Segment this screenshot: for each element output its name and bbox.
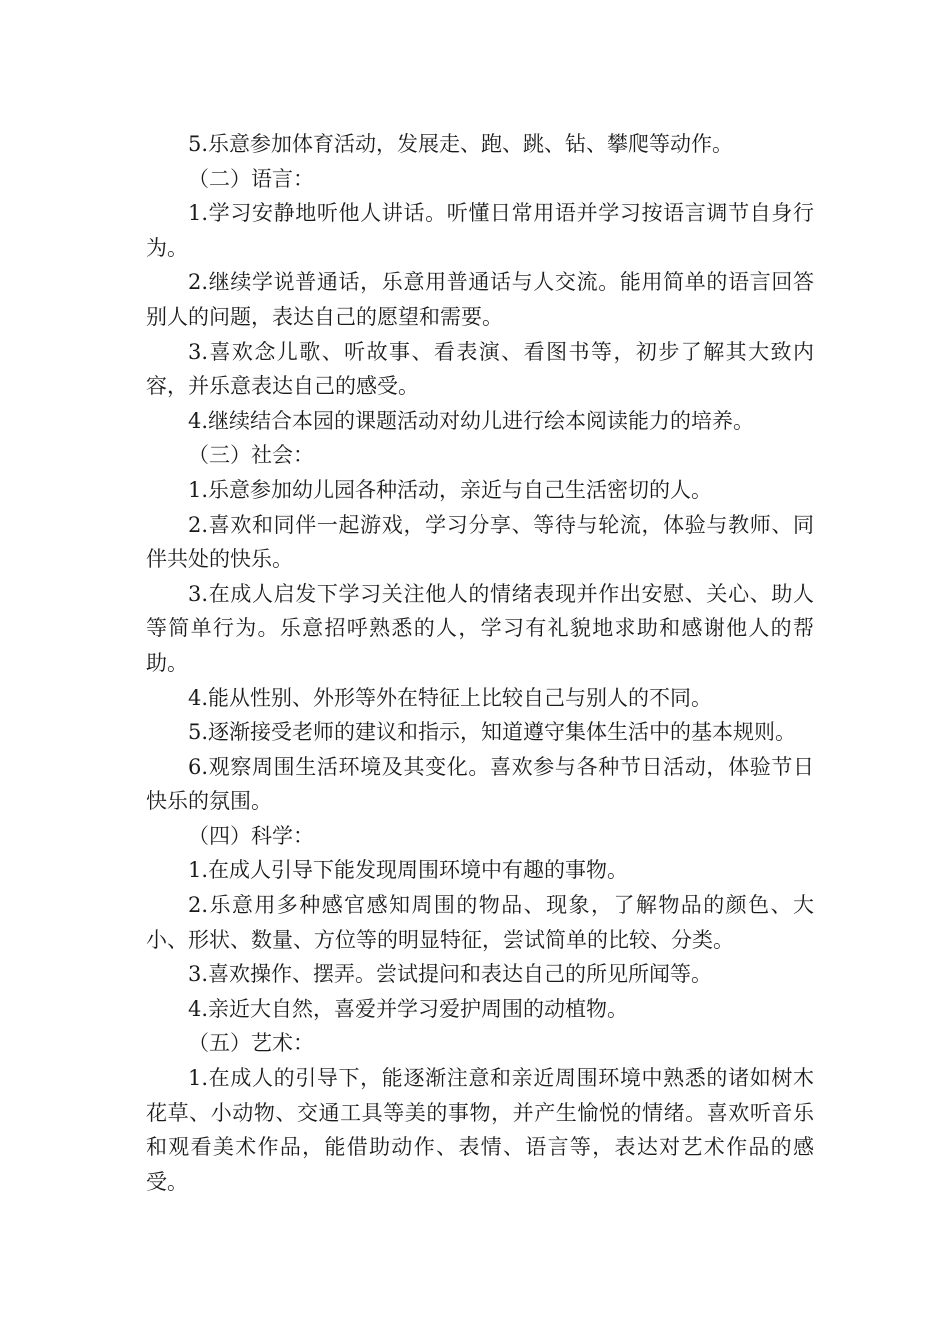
paragraph-society-2: 2.喜欢和同伴一起游戏，学习分享、等待与轮流，体验与教师、同伴共处的快乐。 — [146, 512, 814, 572]
section-heading-society: （三）社会： — [188, 443, 314, 468]
paragraph-society-4: 4.能从性别、外形等外在特征上比较自己与别人的不同。 — [188, 685, 713, 710]
paragraph-art-1: 1.在成人的引导下，能逐渐注意和亲近周围环境中熟悉的诸如树木花草、小动物、交通工具等美的事物，并产生愉悦的情绪。喜欢听音乐和观看美术作品，能借助动作、表情、语言等，表达对艺术作品的感受。 — [146, 1066, 814, 1194]
paragraph-society-5: 5.逐渐接受老师的建议和指示，知道遵守集体生活中的基本规则。 — [188, 720, 797, 745]
paragraph-science-2: 2.乐意用多种感官感知周围的物品、现象，了解物品的颜色、大小、形状、数量、方位等的明显特征，尝试简单的比较、分类。 — [146, 893, 814, 952]
paragraph-science-1: 1.在成人引导下能发现周围环境中有趣的事物。 — [188, 858, 629, 883]
paragraph-language-1: 1.学习安静地听他人讲话。听懂日常用语并学习按语言调节自身行为。 — [146, 201, 814, 260]
paragraph-science-4: 4.亲近大自然，喜爱并学习爱护周围的动植物。 — [188, 996, 629, 1021]
section-heading-science: （四）科学： — [188, 823, 314, 848]
section-heading-art: （五）艺术： — [188, 1031, 314, 1056]
paragraph-society-1: 1.乐意参加幼儿园各种活动，亲近与自己生活密切的人。 — [188, 477, 713, 502]
document-body — [146, 127, 814, 1199]
paragraph-society-3: 3.在成人启发下学习关注他人的情绪表现并作出安慰、关心、助人等简单行为。乐意招呼熟悉的人，学习有礼貌地求助和感谢他人的帮助。 — [146, 581, 814, 675]
paragraph-pe-5: 5.乐意参加体育活动，发展走、跑、跳、钻、攀爬等动作。 — [188, 132, 734, 156]
paragraph-language-3: 3.喜欢念儿歌、听故事、看表演、看图书等，初步了解其大致内容，并乐意表达自己的感受。 — [146, 339, 814, 399]
paragraph-society-6: 6.观察周围生活环境及其变化。喜欢参与各种节日活动，体验节日快乐的氛围。 — [146, 754, 814, 814]
paragraph-science-3: 3.喜欢操作、摆弄。尝试提问和表达自己的所见所闻等。 — [188, 962, 713, 987]
section-heading-language: （二）语言： — [188, 166, 314, 191]
paragraph-language-4: 4.继续结合本园的课题活动对幼儿进行绘本阅读能力的培养。 — [188, 408, 755, 433]
paragraph-language-2: 2.继续学说普通话，乐意用普通话与人交流。能用简单的语言回答别人的问题，表达自己的愿望和需要。 — [146, 270, 814, 329]
